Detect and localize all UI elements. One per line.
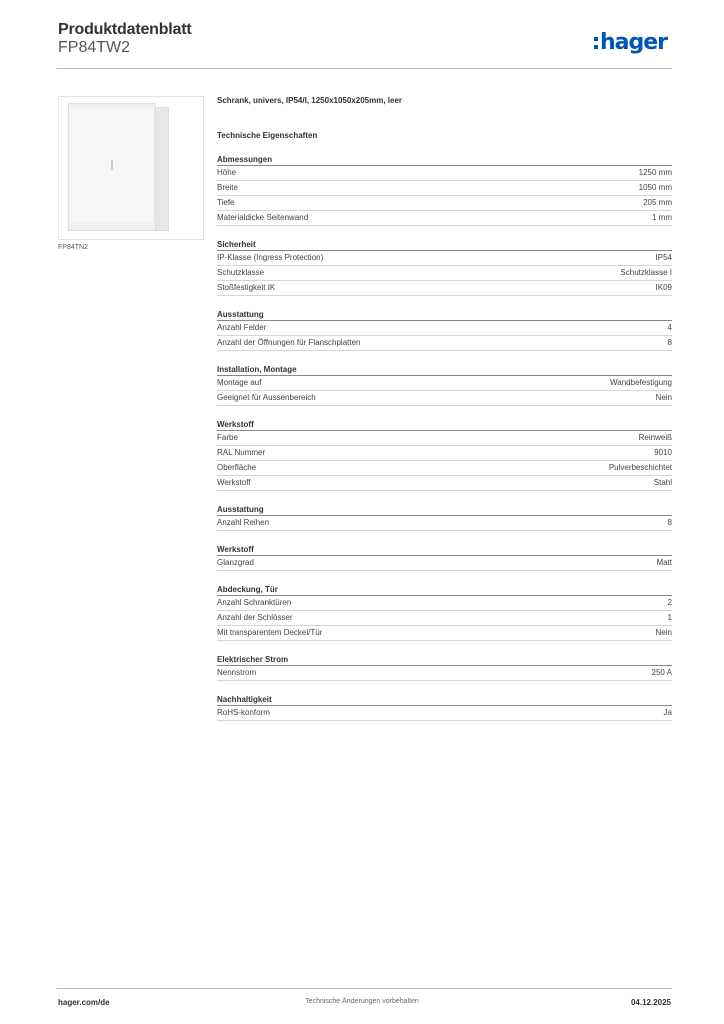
spec-label: Breite xyxy=(217,183,238,192)
spec-row xyxy=(217,321,672,336)
spec-row xyxy=(217,196,672,211)
spec-label: Stoßfestigkeit IK xyxy=(217,283,276,292)
spec-value: 205 mm xyxy=(643,198,672,207)
spec-label: Glanzgrad xyxy=(217,558,254,567)
page-title: Produktdatenblatt xyxy=(58,21,192,38)
spec-row xyxy=(217,516,672,531)
spec-section xyxy=(217,310,672,351)
spec-value: Ja xyxy=(663,708,672,717)
properties-sections xyxy=(217,155,672,721)
header-divider xyxy=(57,68,672,69)
logo-dots-icon xyxy=(594,37,598,49)
cabinet-side xyxy=(155,107,169,231)
spec-section xyxy=(217,505,672,531)
footer-notice: Technische Änderungen vorbehalten xyxy=(305,998,419,1005)
spec-section xyxy=(217,585,672,641)
spec-value: Nein xyxy=(655,628,672,637)
image-caption: FP84TN2 xyxy=(58,244,88,251)
spec-value: Wandbefestigung xyxy=(610,378,672,387)
section-title: Elektrischer Strom xyxy=(217,655,672,666)
spec-row xyxy=(217,706,672,721)
cabinet-door-left xyxy=(70,108,113,222)
section-title: Sicherheit xyxy=(217,240,672,251)
spec-row xyxy=(217,251,672,266)
spec-row xyxy=(217,556,672,571)
spec-row xyxy=(217,281,672,296)
spec-value: 2 xyxy=(667,598,672,607)
product-details xyxy=(217,96,672,721)
spec-label: Oberfläche xyxy=(217,463,257,472)
spec-value: IK09 xyxy=(655,283,672,292)
spec-row xyxy=(217,611,672,626)
spec-label: Materialdicke Seitenwand xyxy=(217,213,309,222)
spec-section xyxy=(217,155,672,226)
spec-label: Anzahl Felder xyxy=(217,323,267,332)
spec-row xyxy=(217,376,672,391)
spec-label: Anzahl Schranktüren xyxy=(217,598,292,607)
spec-label: Schutzklasse xyxy=(217,268,265,277)
spec-label: RoHS-konform xyxy=(217,708,270,717)
cabinet-handle xyxy=(111,160,113,170)
cabinet-body xyxy=(68,103,156,231)
spec-value: 8 xyxy=(667,338,672,347)
spec-label: Montage auf xyxy=(217,378,262,387)
spec-row xyxy=(217,666,672,681)
spec-value: 1 xyxy=(667,613,672,622)
spec-label: Höhe xyxy=(217,168,237,177)
spec-value: Schutzklasse I xyxy=(620,268,672,277)
spec-value: 1 mm xyxy=(652,213,672,222)
spec-row xyxy=(217,431,672,446)
spec-label: IP-Klasse (Ingress Protection) xyxy=(217,253,324,262)
tech-properties-title: Technische Eigenschaften xyxy=(217,131,318,140)
spec-section xyxy=(217,420,672,491)
spec-row xyxy=(217,211,672,226)
section-title: Werkstoff xyxy=(217,420,672,431)
spec-label: Nennstrom xyxy=(217,668,257,677)
spec-label: Anzahl Reihen xyxy=(217,518,270,527)
section-title: Abdeckung, Tür xyxy=(217,585,672,596)
spec-value: IP54 xyxy=(655,253,672,262)
spec-section xyxy=(217,695,672,721)
spec-label: Mit transparentem Deckel/Tür xyxy=(217,628,323,637)
spec-value: 8 xyxy=(667,518,672,527)
spec-label: Geeignet für Aussenbereich xyxy=(217,393,316,402)
spec-section xyxy=(217,240,672,296)
spec-value: Reinweiß xyxy=(638,433,672,442)
footer-website[interactable]: hager.com/de xyxy=(58,998,110,1007)
spec-label: Farbe xyxy=(217,433,238,442)
spec-row xyxy=(217,266,672,281)
spec-row xyxy=(217,446,672,461)
spec-row xyxy=(217,476,672,491)
spec-row xyxy=(217,596,672,611)
spec-label: Anzahl der Öffnungen für Flanschplatten xyxy=(217,338,361,347)
spec-label: RAL Nummer xyxy=(217,448,266,457)
spec-label: Werkstoff xyxy=(217,478,251,487)
spec-value: 250 A xyxy=(651,668,672,677)
section-title: Werkstoff xyxy=(217,545,672,556)
product-description: Schrank, univers, IP54/I, 1250x1050x205mm, leer xyxy=(217,96,403,105)
spec-section xyxy=(217,365,672,406)
cabinet-door-right xyxy=(112,108,155,222)
spec-row xyxy=(217,181,672,196)
spec-value: 4 xyxy=(667,323,672,332)
logo-text: hager xyxy=(600,29,668,55)
section-title: Ausstattung xyxy=(217,310,672,321)
section-title: Abmessungen xyxy=(217,155,672,166)
section-title: Installation, Montage xyxy=(217,365,672,376)
spec-value: Matt xyxy=(656,558,672,567)
product-image xyxy=(58,96,204,240)
spec-row xyxy=(217,461,672,476)
spec-value: Pulverbeschichtet xyxy=(608,463,672,472)
spec-label: Anzahl der Schlösser xyxy=(217,613,293,622)
spec-section xyxy=(217,545,672,571)
spec-section xyxy=(217,655,672,681)
spec-label: Tiefe xyxy=(217,198,235,207)
spec-row xyxy=(217,626,672,641)
footer-divider xyxy=(57,988,672,989)
spec-row xyxy=(217,166,672,181)
hager-logo xyxy=(594,27,667,57)
section-title: Ausstattung xyxy=(217,505,672,516)
spec-row xyxy=(217,336,672,351)
product-code: FP84TW2 xyxy=(58,39,131,56)
spec-row xyxy=(217,391,672,406)
spec-value: 9010 xyxy=(654,448,672,457)
spec-value: 1250 mm xyxy=(638,168,672,177)
footer-date: 04.12.2025 xyxy=(630,998,671,1007)
spec-value: Stahl xyxy=(653,478,672,487)
section-title: Nachhaltigkeit xyxy=(217,695,672,706)
spec-value: 1050 mm xyxy=(638,183,672,192)
spec-value: Nein xyxy=(655,393,672,402)
